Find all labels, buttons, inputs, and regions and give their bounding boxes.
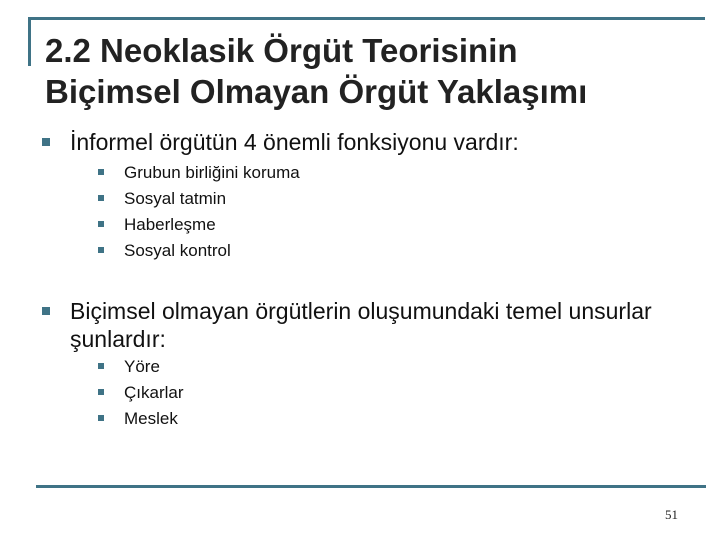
footer-divider xyxy=(36,485,706,488)
title-line-1: 2.2 Neoklasik Örgüt Teorisinin xyxy=(45,32,518,69)
square-bullet-icon xyxy=(42,138,50,146)
title-line-2: Biçimsel Olmayan Örgüt Yaklaşımı xyxy=(45,73,588,110)
square-bullet-icon xyxy=(98,389,104,395)
sub-bullet-text: Sosyal kontrol xyxy=(124,241,231,260)
bullet-text: İnformel örgütün 4 önemli fonksiyonu vardır: xyxy=(70,129,519,155)
sub-bullet-item xyxy=(98,186,226,212)
square-bullet-icon xyxy=(98,415,104,421)
bullet-text: Biçimsel olmayan örgütlerin oluşumundaki temel unsurlar şunlardır: xyxy=(70,298,652,352)
sub-bullet-text: Çıkarlar xyxy=(124,383,184,402)
sub-bullet-item xyxy=(98,406,178,432)
bullet-item-informal-functions xyxy=(42,128,660,156)
sub-bullet-item xyxy=(98,354,160,380)
sub-bullet-text: Haberleşme xyxy=(124,215,216,234)
sub-bullet-text: Sosyal tatmin xyxy=(124,189,227,208)
sub-bullet-text: Grubun birliğini koruma xyxy=(124,163,300,182)
slide-title xyxy=(45,30,705,112)
sub-bullet-text: Meslek xyxy=(124,409,178,428)
sub-bullet-item xyxy=(98,160,300,186)
sub-bullet-item xyxy=(98,380,184,406)
square-bullet-icon xyxy=(42,307,50,315)
square-bullet-icon xyxy=(98,221,104,227)
frame-left-line xyxy=(28,17,31,66)
frame-top-line xyxy=(28,17,705,20)
sub-bullet-item xyxy=(98,238,231,264)
sub-bullet-item xyxy=(98,212,216,238)
square-bullet-icon xyxy=(98,363,104,369)
square-bullet-icon xyxy=(98,195,104,201)
square-bullet-icon xyxy=(98,169,104,175)
bullet-item-informal-elements xyxy=(42,297,660,353)
page-number: 51 xyxy=(665,507,678,522)
square-bullet-icon xyxy=(98,247,104,253)
sub-bullet-text: Yöre xyxy=(124,357,160,376)
